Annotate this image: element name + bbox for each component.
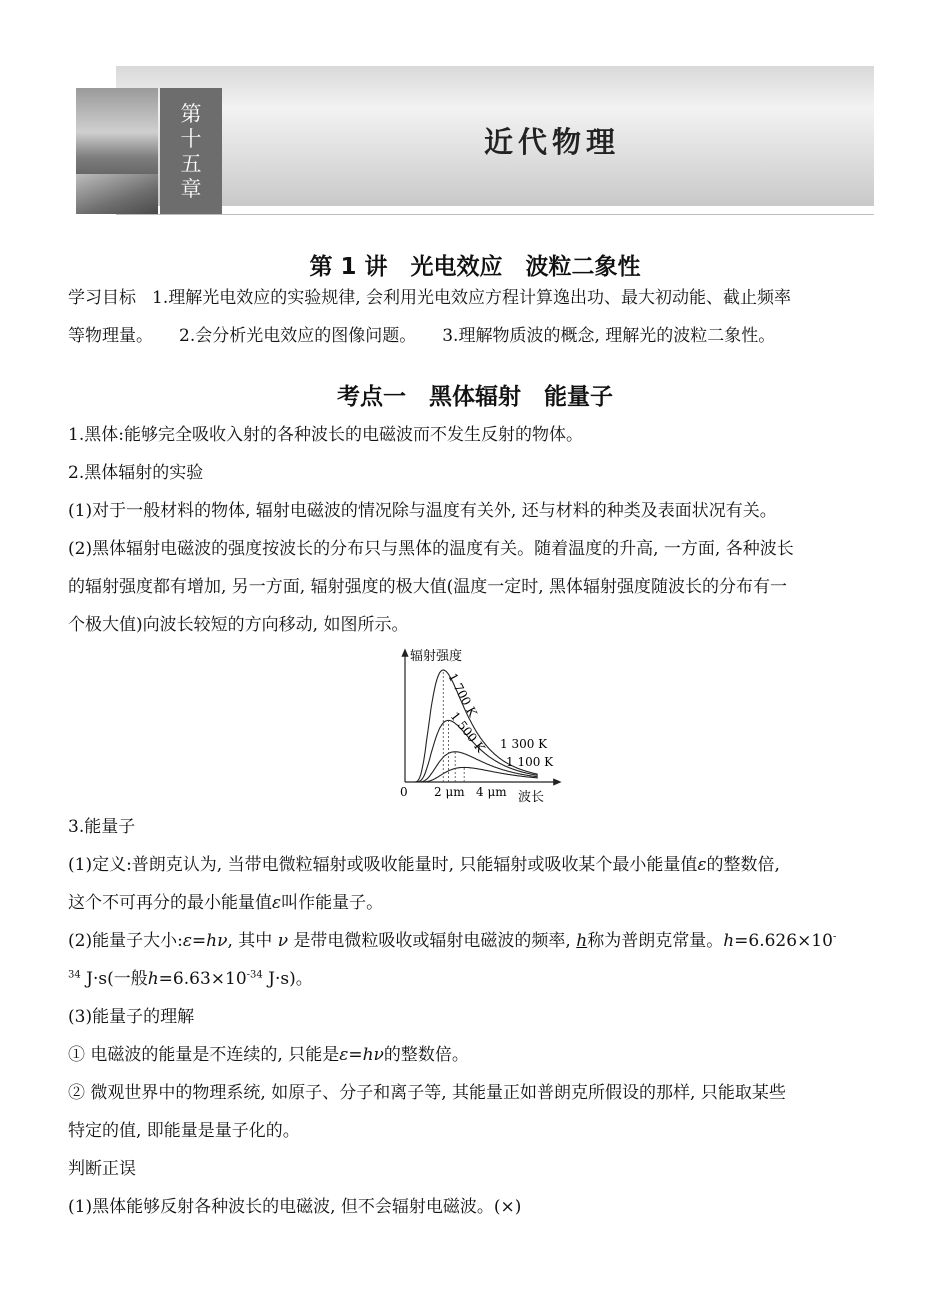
nu-symbol: ν bbox=[277, 931, 289, 951]
learning-goals bbox=[68, 279, 882, 355]
blackbody-chart bbox=[390, 646, 570, 806]
x-tick-2um: 2 μm bbox=[434, 785, 465, 799]
experiment-point-2b: 的辐射强度都有增加, 另一方面, 辐射强度的极大值(温度一定时, 黑体辐射强度随波长的分布有一 bbox=[68, 577, 788, 597]
quantum-def-a-pre: (1)定义:普朗克认为, 当带电微粒辐射或吸收能量时, 只能辐射或吸收某个最小能量值 bbox=[68, 855, 698, 875]
y-axis-label: 辐射强度 bbox=[410, 649, 463, 664]
q2-exp-2: -34 bbox=[246, 969, 263, 981]
quantum-def-a-post: 的整数倍, bbox=[706, 855, 780, 875]
quantum-def-b-pre: 这个不可再分的最小能量值 bbox=[68, 893, 272, 913]
u1-pre: ① 电磁波的能量是不连续的, 只能是 bbox=[68, 1045, 340, 1065]
understanding-1 bbox=[68, 1036, 882, 1074]
q2-exp-b: 34 bbox=[68, 969, 81, 981]
quantum-def-a bbox=[68, 846, 882, 884]
chapter-title: 近代物理 bbox=[484, 125, 621, 159]
series-label-1300k: 1 300 K bbox=[500, 737, 548, 751]
x-tick-0: 0 bbox=[400, 785, 408, 799]
series-label-1100k: 1 100 K bbox=[506, 755, 554, 769]
chapter-label-box bbox=[160, 88, 222, 214]
series-label-1700k: 1 700 K bbox=[445, 670, 480, 720]
quantum-heading: 3.能量子 bbox=[68, 817, 136, 837]
q2-unit: J·s(一般 bbox=[86, 969, 148, 989]
epsilon-symbol: ε bbox=[697, 855, 707, 875]
understanding-2a: ② 微观世界中的物理系统, 如原子、分子和离子等, 其能量正如普朗克所假设的那样, 只能取某些 bbox=[68, 1083, 786, 1103]
goal-3: 3.理解物质波的概念, 理解光的波粒二象性。 bbox=[442, 326, 776, 346]
section-title: 考点一 黑体辐射 能量子 bbox=[337, 384, 613, 410]
q2-val-h: h bbox=[723, 931, 735, 951]
x-axis-label: 波长 bbox=[518, 790, 545, 805]
q2-value: =6.626×10 bbox=[734, 931, 833, 951]
quantum-understanding-heading: (3)能量子的理解 bbox=[68, 1007, 195, 1027]
experiment-point-1: (1)对于一般材料的物体, 辐射电磁波的情况除与温度有关外, 还与材料的种类及表面状况有关。 bbox=[68, 501, 777, 521]
goals-label: 学习目标 bbox=[68, 288, 136, 308]
experiment-heading: 2.黑体辐射的实验 bbox=[68, 463, 204, 483]
chapter-banner bbox=[76, 66, 874, 216]
q2-pre: (2)能量子大小: bbox=[68, 931, 183, 951]
q2-post: 称为普朗克常量。 bbox=[587, 931, 724, 951]
section-body-bottom bbox=[68, 808, 882, 1226]
judge-item-1: (1)黑体能够反射各种波长的电磁波, 但不会辐射电磁波。(×) bbox=[68, 1197, 522, 1217]
banner-landscape-image bbox=[76, 88, 158, 214]
quantum-size-line-2 bbox=[68, 960, 882, 998]
planck-h-symbol: h bbox=[576, 931, 588, 951]
epsilon-symbol: ε bbox=[272, 893, 282, 913]
understanding-2b: 特定的值, 即能量是量子化的。 bbox=[68, 1121, 300, 1141]
goal-1: 1.理解光电效应的实验规律, 会利用光电效应方程计算逸出功、最大初动能、截止频率 bbox=[152, 288, 792, 308]
banner-divider bbox=[116, 214, 874, 215]
q2-val2-h: h bbox=[147, 969, 159, 989]
lecture-title: 第 1 讲 光电效应 波粒二象性 bbox=[309, 254, 641, 280]
blackbody-definition: 1.黑体:能够完全吸收入射的各种波长的电磁波而不发生反射的物体。 bbox=[68, 425, 583, 445]
section-body-top bbox=[68, 416, 882, 644]
q2-mid: , 其中 bbox=[227, 931, 273, 951]
quantum-size-line bbox=[68, 922, 882, 960]
x-tick-4um: 4 μm bbox=[476, 785, 507, 799]
u1-formula: ε=hν bbox=[339, 1045, 384, 1065]
judge-heading: 判断正误 bbox=[68, 1159, 136, 1179]
experiment-point-2c: 个极大值)向波长较短的方向移动, 如图所示。 bbox=[68, 615, 409, 635]
q2-formula: ε=hν bbox=[182, 931, 228, 951]
chapter-label: 第十五章 bbox=[180, 102, 202, 201]
series-label-1500k: 1 500 K bbox=[447, 709, 488, 755]
experiment-point-2a: (2)黑体辐射电磁波的强度按波长的分布只与黑体的温度有关。随着温度的升高, 一方面, 各种波长 bbox=[68, 539, 794, 559]
q2-value-2: =6.63×10 bbox=[158, 969, 247, 989]
u1-post: 的整数倍。 bbox=[383, 1045, 469, 1065]
q2-unit-2: J·s)。 bbox=[268, 969, 313, 989]
goal-2: 2.会分析光电效应的图像问题。 bbox=[179, 326, 417, 346]
q2-mid2: 是带电微粒吸收或辐射电磁波的频率, bbox=[293, 931, 571, 951]
quantum-def-b bbox=[68, 884, 882, 922]
quantum-def-b-post: 叫作能量子。 bbox=[281, 893, 384, 913]
q2-exp-a: - bbox=[832, 931, 837, 943]
goal-1-cont: 等物理量。 bbox=[68, 326, 153, 346]
